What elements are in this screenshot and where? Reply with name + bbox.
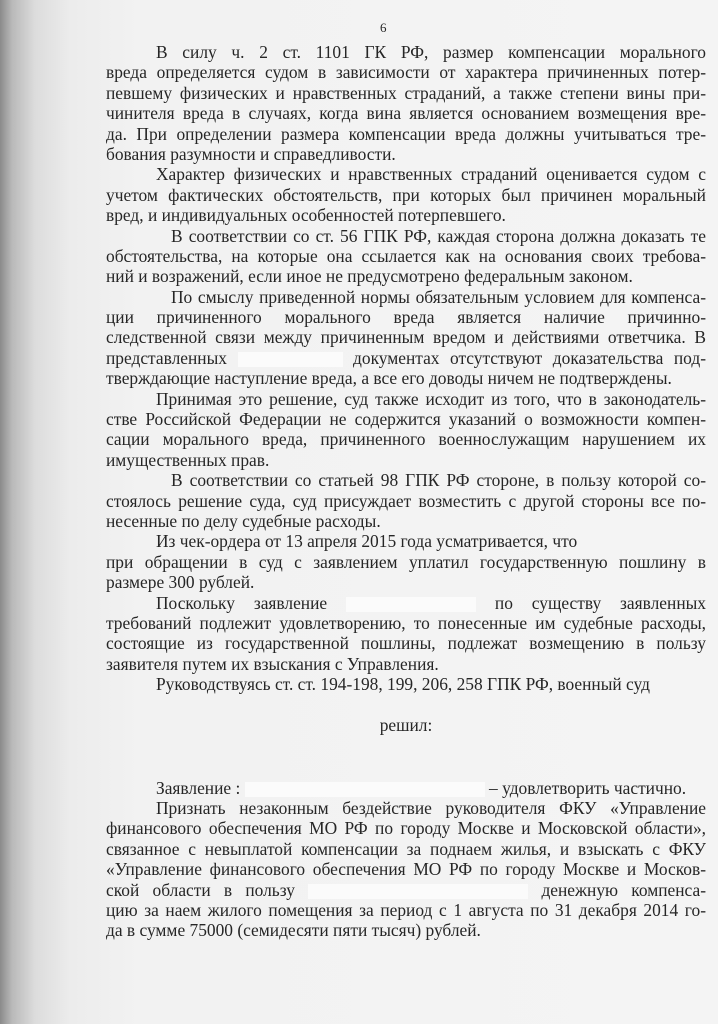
text-line: Из чек-ордера от 13 апреля 2015 года усматривается, что [156, 531, 578, 552]
text-line: По смыслу приведенной нормы обязательным условием для компенса- [171, 286, 706, 307]
text-line: при обращении в суд с заявлением уплатил государственную пошлину в [106, 551, 706, 572]
text-line: «Управление финансового обеспечения МО РФ по городу Москве и Москов- [106, 859, 706, 880]
text-line: связанное с невыплатой компенсации за поднаем жилья, и взыскать с ФКУ [106, 838, 706, 859]
text-fragment: представленных [106, 347, 227, 368]
text-line: требований подлежит удовлетворению, то понесенные им судебные расходы, [106, 612, 706, 633]
text-line: да в сумме 75000 (семидесяти пяти тысяч) рублей. [106, 920, 481, 941]
text-fragment: – удовлетворить частично. [489, 777, 687, 798]
text-line-redacted [106, 880, 706, 900]
text-line: имущественных прав. [106, 449, 270, 470]
text-line-redacted [106, 348, 706, 368]
text-line: сации морального вреда, причиненного военнослужащим нарушением их [106, 429, 706, 450]
text-line: чинителя вреда в случаях, когда вина является основанием возмещения вре- [106, 103, 706, 124]
text-fragment: денежную компенса- [541, 879, 706, 900]
text-line: В соответствии со ст. 56 ГПК РФ, каждая сторона должна доказать те [171, 225, 706, 246]
text-line: певшему физических и нравственных страданий, а также степени вины при- [106, 82, 706, 103]
decision-heading: решил: [379, 714, 433, 735]
text-line: В силу ч. 2 ст. 1101 ГК РФ, размер компенсации морального [156, 42, 706, 62]
text-line: ции причиненного морального вреда является наличие причинно- [106, 307, 706, 328]
text-line-redacted [106, 593, 706, 613]
text-line: вред, и индивидуальных особенностей потерпевшего. [106, 205, 506, 226]
text-line: учетом фактических обстоятельств, при которых был причинен моральный [106, 184, 706, 205]
text-fragment: по существу заявленных [494, 592, 707, 613]
redacted-block [245, 782, 485, 797]
text-fragment: документах отсутствуют доказательства под- [353, 347, 706, 368]
text-line: вреда определяется судом в зависимости от характера причиненных потер- [106, 62, 706, 83]
redacted-block [308, 884, 528, 899]
text-fragment: Поскольку заявление [156, 592, 328, 613]
text-line: размере 300 рублей. [106, 572, 255, 593]
text-line: Принимая это решение, суд также исходит из того, что в законодатель- [156, 388, 706, 409]
text-line: состоящие из государственной пошлины, подлежат возмещению в пользу [106, 633, 706, 654]
text-fragment: Заявление : [156, 777, 241, 798]
text-line: тверждающие наступление вреда, а все его доводы ничем не подтверждены. [106, 368, 672, 389]
text-line: Признать незаконным бездействие руководителя ФКУ «Управление [156, 798, 706, 819]
text-line: да. При определении размера компенсации вреда должны учитываться тре- [106, 123, 706, 144]
page-number: 6 [380, 20, 387, 35]
redacted-block [238, 352, 343, 367]
text-line: бования разумности и справедливости. [106, 143, 396, 164]
text-line: стве Российской Федерации не содержится указаний о возможности компен- [106, 409, 706, 430]
text-line: следственной связи между причиненным вредом и действиями ответчика. В [106, 327, 706, 348]
text-line: обстоятельства, на которые она ссылается как на основания своих требова- [106, 245, 706, 266]
redacted-block [346, 597, 476, 612]
text-line: Характер физических и нравственных страданий оценивается судом с [156, 164, 706, 185]
text-line: несенные по делу судебные расходы. [106, 510, 381, 531]
text-line: стоялось решение суда, суд присуждает возместить с другой стороны все по- [106, 490, 706, 511]
text-line: Руководствуясь ст. ст. 194-198, 199, 206, 258 ГПК РФ, военный суд [156, 674, 650, 695]
text-line: финансового обеспечения МО РФ по городу Москве и Московской области», [106, 818, 706, 839]
text-fragment: ской области в пользу [106, 879, 295, 900]
text-line: В соответствии со статьей 98 ГПК РФ стороне, в пользу которой со- [171, 470, 706, 491]
text-line: заявителя путем их взыскания с Управления. [106, 653, 439, 674]
text-line: цию за наем жилого помещения за период с 1 августа по 31 декабря 2014 го- [106, 900, 706, 921]
text-line-redacted [106, 778, 706, 798]
document-body [106, 42, 706, 941]
text-line: ний и возражений, если иное не предусмотрено федеральным законом. [106, 266, 633, 287]
